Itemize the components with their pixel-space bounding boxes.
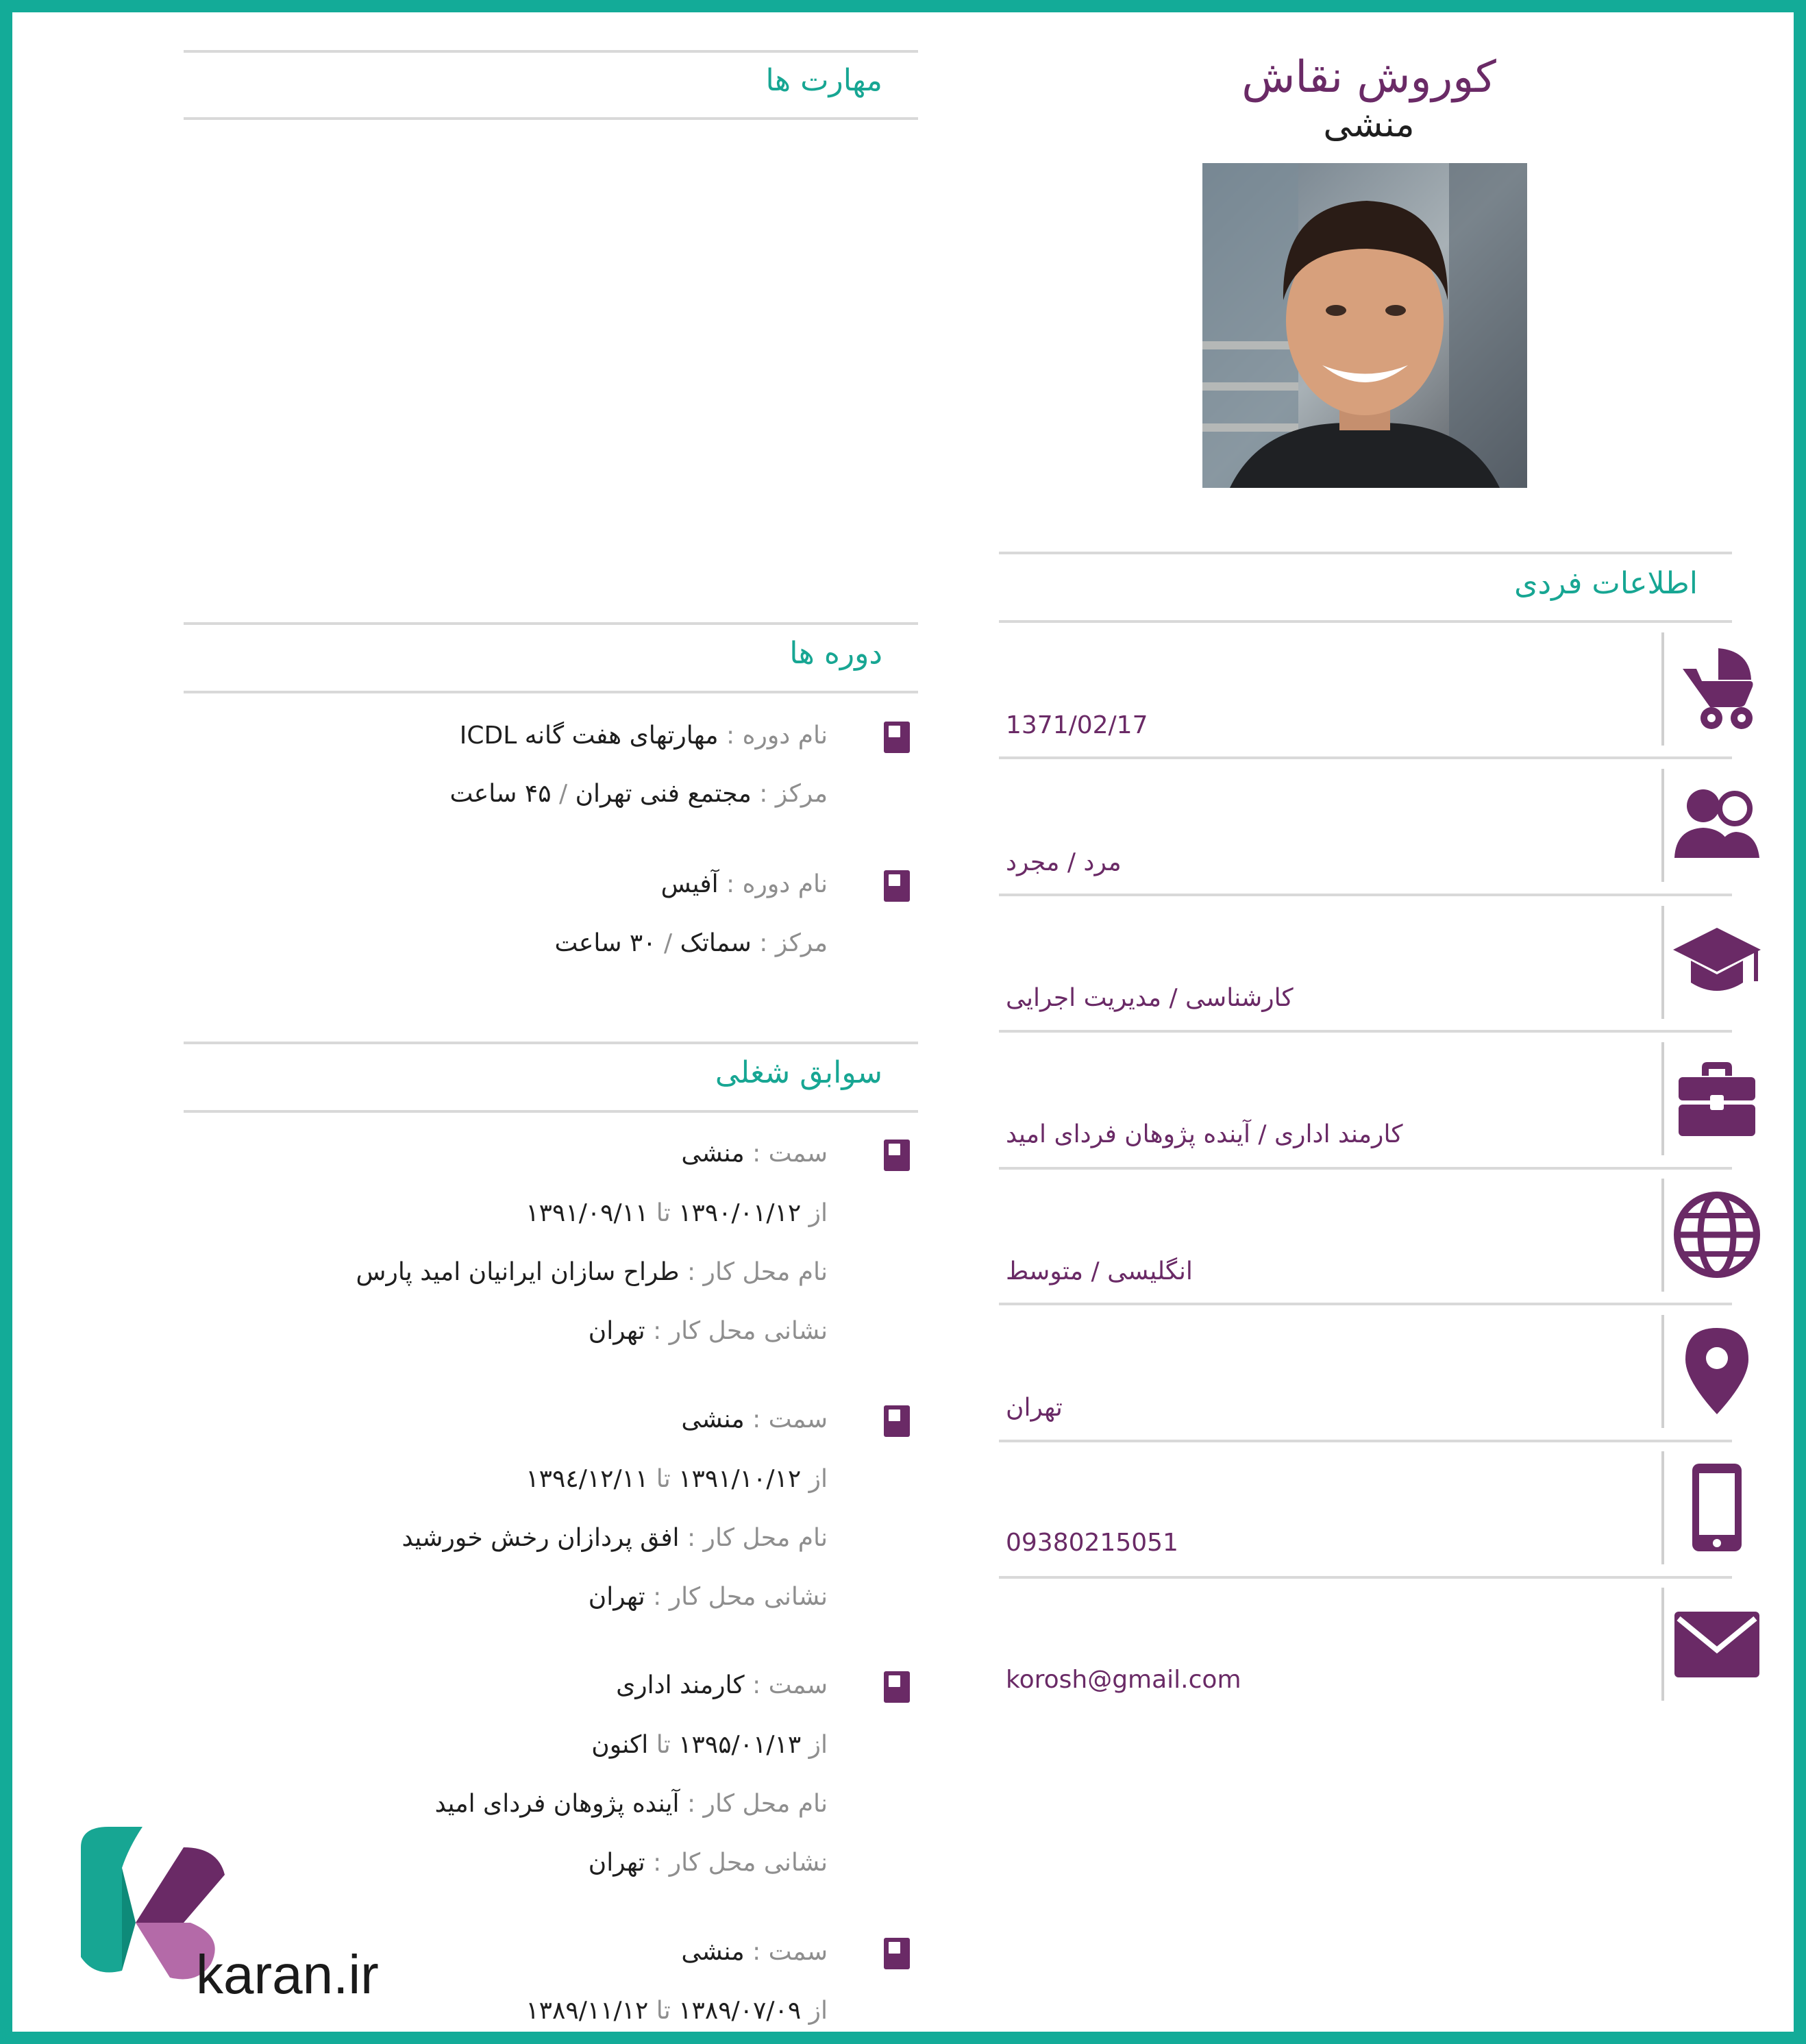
icon-separator	[1661, 632, 1664, 746]
job-position-line: سمت : منشی	[681, 1405, 828, 1433]
gender-status-value: مرد / مجرد	[1006, 848, 1122, 876]
people-icon	[1669, 777, 1765, 873]
book-icon	[884, 1938, 910, 1969]
job-company-line: نام محل کار : افق پردازان رخش خورشید	[401, 1524, 828, 1552]
birthdate-value: 1371/02/17	[1006, 711, 1148, 739]
job-address-line: نشانی محل کار : تهران	[588, 1849, 828, 1877]
row-divider	[999, 894, 1732, 896]
course-name-line: نام دوره : آفیس	[660, 870, 828, 898]
personal-title-divider	[999, 620, 1732, 623]
row-divider	[999, 1167, 1732, 1170]
logo-text: karan.ir	[196, 1944, 379, 2005]
skills-title-divider	[184, 117, 918, 120]
skills-title: مهارت ها	[765, 63, 882, 98]
job-title: منشی	[1323, 104, 1415, 145]
job-position-line: سمت : منشی	[681, 1140, 828, 1168]
globe-icon	[1669, 1187, 1765, 1283]
job-dates-line: از ۱۳۹۰/۰۱/۱۲ تا ۱۳۹۱/۰۹/۱۱	[525, 1199, 828, 1227]
stroller-icon	[1669, 641, 1765, 737]
briefcase-icon	[1669, 1051, 1765, 1147]
course-center-line: مرکز : سماتک / ۳۰ ساعت	[554, 929, 828, 957]
language-value: انگلیسی / متوسط	[1006, 1257, 1193, 1285]
row-divider	[999, 1303, 1732, 1305]
row-divider	[999, 1440, 1732, 1442]
person-name: کوروش نقاش	[1241, 52, 1496, 103]
book-icon	[884, 1671, 910, 1703]
row-divider	[999, 1576, 1732, 1579]
occupation-value: کارمند اداری / آینده پژوهان فردای امید	[1006, 1120, 1403, 1148]
job-dates-line: از ۱۳۹۵/۰۱/۱۳ تا اکنون	[591, 1731, 828, 1759]
jobs-title: سوابق شغلی	[715, 1055, 882, 1090]
personal-title: اطلاعات فردی	[1514, 566, 1698, 601]
job-dates-line: از ۱۳۸۹/۰۷/۰۹ تا ۱۳۸۹/۱۱/۱۲	[525, 1997, 828, 2025]
icon-separator	[1661, 1315, 1664, 1428]
icon-separator	[1661, 1179, 1664, 1292]
skills-top-divider	[184, 50, 918, 53]
course-name-line: نام دوره : مهارتهای هفت گانه ICDL	[459, 722, 828, 750]
job-position-line: سمت : منشی	[681, 1938, 828, 1966]
job-position-line: سمت : کارمند اداری	[616, 1671, 828, 1699]
icon-separator	[1661, 1042, 1664, 1155]
job-address-line: نشانی محل کار : تهران	[588, 1583, 828, 1611]
course-center-line: مرکز : مجتمع فنی تهران / ۴۵ ساعت	[449, 780, 828, 808]
envelope-icon	[1669, 1597, 1765, 1692]
icon-separator	[1661, 1451, 1664, 1564]
book-icon	[884, 1405, 910, 1437]
row-divider	[999, 1030, 1732, 1033]
book-icon	[884, 870, 910, 902]
mobile-phone-icon	[1669, 1460, 1765, 1555]
location-pin-icon	[1669, 1322, 1765, 1418]
graduation-cap-icon	[1669, 914, 1765, 1010]
courses-title-divider	[184, 691, 918, 693]
book-icon	[884, 722, 910, 753]
job-dates-line: از ۱۳۹۱/۱۰/۱۲ تا ۱۳۹٤/۱۲/۱۱	[525, 1465, 828, 1493]
courses-top-divider	[184, 622, 918, 625]
job-company-line: نام محل کار : آینده پژوهان فردای امید	[434, 1790, 828, 1818]
personal-top-divider	[999, 552, 1732, 554]
education-value: کارشناسی / مدیریت اجرایی	[1006, 984, 1294, 1012]
profile-photo	[1202, 163, 1527, 488]
city-value: تهران	[1006, 1394, 1063, 1422]
email-value: korosh@gmail.com	[1006, 1666, 1241, 1694]
job-company-line: نام محل کار : طراح سازان ایرانیان امید پارس	[356, 1258, 828, 1286]
jobs-title-divider	[184, 1110, 918, 1113]
row-divider	[999, 756, 1732, 759]
book-icon	[884, 1140, 910, 1171]
courses-title: دوره ها	[789, 636, 882, 671]
jobs-top-divider	[184, 1042, 918, 1044]
phone-value: 09380215051	[1006, 1529, 1178, 1557]
icon-separator	[1661, 1588, 1664, 1701]
job-address-line: نشانی محل کار : تهران	[588, 1317, 828, 1345]
icon-separator	[1661, 906, 1664, 1019]
icon-separator	[1661, 769, 1664, 882]
